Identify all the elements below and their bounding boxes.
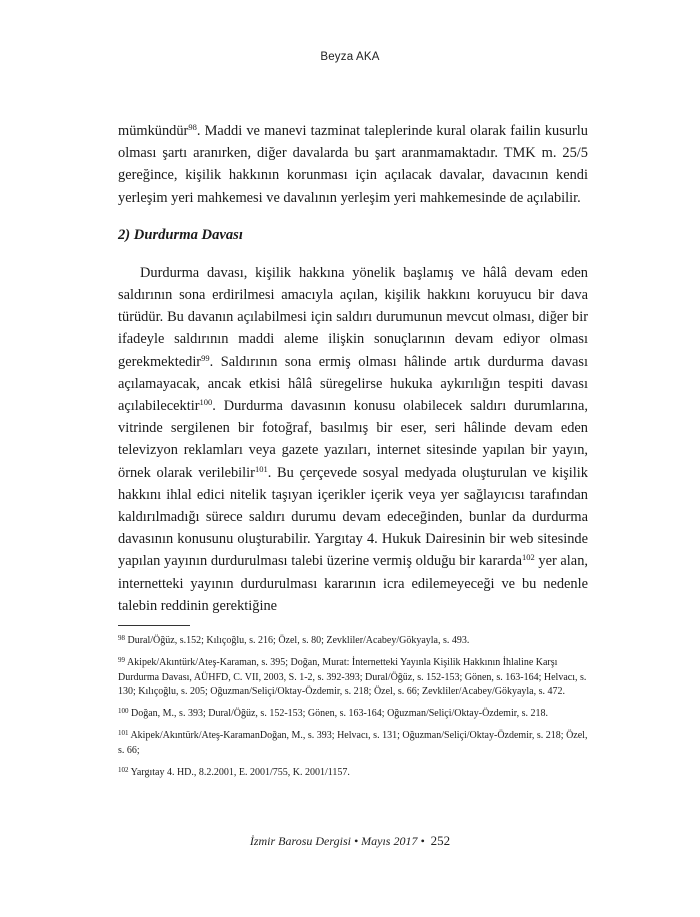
footnote-text: Yargıtay 4. HD., 8.2.2001, E. 2001/755, K. 2001/1157. <box>130 766 350 778</box>
footnote-number: 100 <box>118 707 129 716</box>
footnote-number: 101 <box>118 728 129 737</box>
paragraph-2-text-b: . Saldırının sona ermiş olması hâlinde artık durdurma davası açılamayacak, ancak etkisi hâlâ süregelirse hukuka aykırılığın tespiti davası açılabilecektir <box>118 353 588 415</box>
paragraph-2-text-e: yer alan, internetteki yayının durdurulması kararının icra edilemeyeceği ve bu nedenle talebin reddinin gerektiğine <box>118 553 588 614</box>
paragraph-1-text-a: mümkündür <box>118 123 189 139</box>
footnote-number: 98 <box>118 634 125 642</box>
paragraph-2-text-c: . Durdurma davasının konusu olabilecek saldırı durumlarına, vitrinde sergilenen bir fotoğraf, basılmış bir eser, seri hâlinde devam eden televizyon reklamları veya gazete yazıları, internet sitesinde yapılan bir yayın, örnek olarak verilebilir <box>118 398 588 481</box>
footnote-101 <box>118 729 588 759</box>
paragraph-2 <box>118 262 588 617</box>
section-heading: 2) Durdurma Davası <box>118 226 243 243</box>
footnote-number: 102 <box>118 765 129 774</box>
journal-name: İzmir Barosu Dergisi • Mayıs 2017 • <box>249 834 425 848</box>
footnote-ref-100[interactable]: 100 <box>199 397 213 408</box>
footnote-text: Doğan, M., s. 393; Dural/Öğüz, s. 152-153; Gönen, s. 163-164; Oğuzman/Seliçi/Oktay-Özdemir, s. 218. <box>131 708 549 720</box>
page-footer <box>0 833 700 849</box>
main-text <box>118 120 588 617</box>
page-number: 252 <box>430 833 451 848</box>
footnote-separator <box>118 625 190 626</box>
footnote-100 <box>118 707 588 722</box>
footnote-98 <box>118 634 588 649</box>
paragraph-2-text-d: . Bu çerçevede sosyal medyada oluşturulan ve kişilik hakkını ihlal edici nitelik taşıyan içerikler içerik veya yer sağlayıcısı tarafından kaldırılmadığı sürece saldırı durumu devam edeceğinden, bunlar da durdurma davasının konusunu oluşturabilir. Yargıtay 4. Hukuk Dairesinin bir web sitesinde yapılan yayının durdurulması talebi üzerine vermiş olduğu bir kararda <box>118 464 588 570</box>
footnote-ref-101[interactable]: 101 <box>254 463 268 474</box>
footnote-99 <box>118 656 588 700</box>
footnote-102 <box>118 766 588 781</box>
running-head-author: Beyza AKA <box>320 51 380 63</box>
paragraph-1-text-b: . Maddi ve manevi tazminat taleplerinde kural olarak failin kusurlu olması şartı aranırken, diğer davalarda bu şart aranmamaktadır. TMK m. 25/5 gereğince, kişilik hakkının korunması için açılacak davalar, davacının kendi yerleşim yeri mahkemesi ve davalının yerleşim yeri mahkemesinde de açılabilir. <box>118 123 588 206</box>
paragraph-2-text-a: Durdurma davası, kişilik hakkına yönelik başlamış ve hâlâ devam eden saldırının sona erdirilmesi amacıyla açılan, kişilik hakkını koruyucu bir dava türüdür. Bu davanın açılabilmesi için saldırı durumunun mevcut olması, diğer bir ifadeyle saldırının maddi aleme ilişkin sonuçlarının devam ediyor olması gerekmektedir <box>118 264 588 370</box>
footnote-number: 99 <box>118 655 125 664</box>
footnote-ref-98[interactable]: 98 <box>188 122 197 132</box>
footnote-ref-102[interactable]: 102 <box>522 552 535 563</box>
footnote-ref-99[interactable]: 99 <box>201 352 210 363</box>
footnote-text: Akipek/Akıntürk/Ateş-KaramanDoğan, M., s. 393; Helvacı, s. 131; Oğuzman/Seliçi/Oktay-Özdemir, s. 218; Özel, s. 66; <box>118 729 588 756</box>
footnote-text: Akipek/Akıntürk/Ateş-Karaman, s. 395; Doğan, Murat: İnternetteki Yayınla Kişilik Hakkının İhlaline Karşı Durdurma Davası, AÜHFD, C. VII, 2003, S. 1-2, s. 392-393; Dural/Öğüz, s. 152-153; Gönen, s. 163-164; Helvacı, s. 130; Kılıçoğlu, s. 205; Oğuzman/Seliçi/Oktay-Özdemir, s. 218; Özel, s. 66; Zevkliler/Acabey/Gökyayla, s. 472. <box>118 656 587 698</box>
footnote-text: Dural/Öğüz, s.152; Kılıçoğlu, s. 216; Özel, s. 80; Zevkliler/Acabey/Gökyayla, s. 493. <box>127 635 470 646</box>
footnotes <box>118 634 588 787</box>
paragraph-1 <box>118 120 588 209</box>
